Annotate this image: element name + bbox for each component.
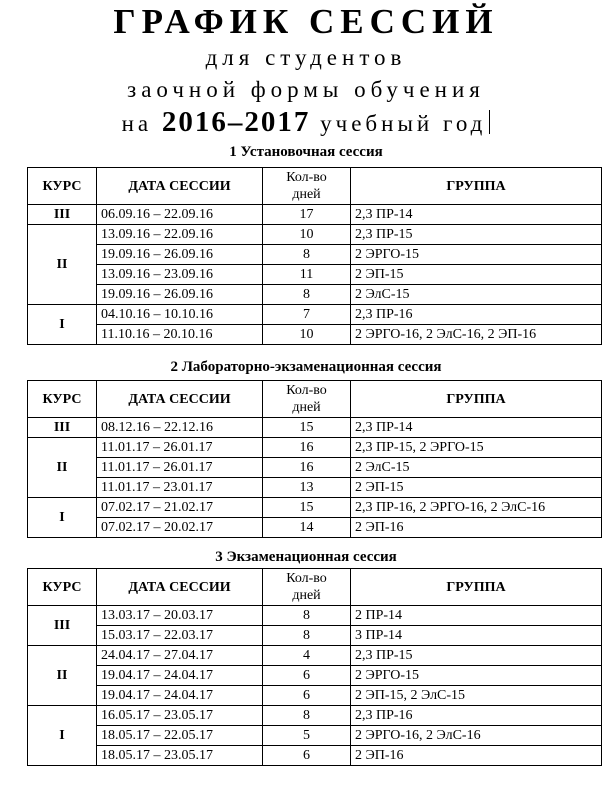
date-cell: 11.01.17 – 26.01.17	[97, 458, 263, 478]
table-row	[28, 418, 602, 438]
date-cell: 07.02.17 – 20.02.17	[97, 518, 263, 538]
date-cell: 13.09.16 – 23.09.16	[97, 265, 263, 285]
group-cell: 2 ЭП-15	[351, 265, 602, 285]
header-date: ДАТА СЕССИИ	[97, 569, 263, 606]
header-group: ГРУППА	[351, 381, 602, 418]
course-cell: III	[28, 205, 97, 225]
subtitle-line-3: заочной формы обучения	[127, 77, 485, 102]
date-cell: 11.01.17 – 26.01.17	[97, 438, 263, 458]
table-row	[28, 285, 602, 305]
header-days: Кол-во дней	[263, 381, 351, 418]
group-cell: 2,3 ПР-15, 2 ЭРГО-15	[351, 438, 602, 458]
group-cell: 2,3 ПР-14	[351, 205, 602, 225]
days-cell: 17	[263, 205, 351, 225]
days-cell: 8	[263, 706, 351, 726]
date-cell: 11.10.16 – 20.10.16	[97, 325, 263, 345]
date-cell: 06.09.16 – 22.09.16	[97, 205, 263, 225]
days-cell: 8	[263, 626, 351, 646]
table-row	[28, 646, 602, 666]
days-cell: 15	[263, 418, 351, 438]
subtitle-line-4	[0, 106, 612, 140]
date-cell: 18.05.17 – 23.05.17	[97, 746, 263, 766]
days-cell: 8	[263, 606, 351, 626]
table-row	[28, 498, 602, 518]
group-cell: 2 ЭлС-15	[351, 285, 602, 305]
date-cell: 11.01.17 – 23.01.17	[97, 478, 263, 498]
table-row	[28, 225, 602, 245]
table-row	[28, 325, 602, 345]
days-cell: 16	[263, 458, 351, 478]
group-cell: 2,3 ПР-15	[351, 225, 602, 245]
group-cell: 2 ЭлС-15	[351, 458, 602, 478]
date-cell: 19.04.17 – 24.04.17	[97, 666, 263, 686]
table-row	[28, 706, 602, 726]
group-cell: 2 ЭРГО-16, 2 ЭлС-16, 2 ЭП-16	[351, 325, 602, 345]
header-date: ДАТА СЕССИИ	[97, 381, 263, 418]
schedule-table	[27, 380, 602, 538]
subtitle-line-2: для студентов	[205, 45, 407, 70]
days-cell: 4	[263, 646, 351, 666]
table-row	[28, 305, 602, 325]
table-row	[28, 458, 602, 478]
session-title: 2 Лабораторно-экзаменационная сессия	[170, 359, 442, 375]
schedule-table	[27, 568, 602, 766]
session-title: 3 Экзаменационная сессия	[215, 549, 397, 565]
table-row	[28, 626, 602, 646]
date-cell: 07.02.17 – 21.02.17	[97, 498, 263, 518]
table-row	[28, 245, 602, 265]
header-course: КУРС	[28, 381, 97, 418]
days-cell: 11	[263, 265, 351, 285]
course-cell: II	[28, 225, 97, 305]
table-header-row	[28, 569, 602, 606]
date-cell: 16.05.17 – 23.05.17	[97, 706, 263, 726]
course-cell: III	[28, 606, 97, 646]
table-row	[28, 518, 602, 538]
days-cell: 13	[263, 478, 351, 498]
group-cell: 2 ЭП-15	[351, 478, 602, 498]
course-cell: I	[28, 706, 97, 766]
schedule-table	[27, 167, 602, 345]
days-cell: 7	[263, 305, 351, 325]
table-header-row	[28, 381, 602, 418]
date-cell: 19.04.17 – 24.04.17	[97, 686, 263, 706]
header-days: Кол-во дней	[263, 569, 351, 606]
course-cell: I	[28, 305, 97, 345]
header-course: КУРС	[28, 569, 97, 606]
date-cell: 19.09.16 – 26.09.16	[97, 245, 263, 265]
days-cell: 14	[263, 518, 351, 538]
table-row	[28, 726, 602, 746]
academic-year: 2016–2017	[161, 106, 311, 138]
days-cell: 6	[263, 746, 351, 766]
table-header-row	[28, 168, 602, 205]
date-cell: 15.03.17 – 22.03.17	[97, 626, 263, 646]
table-row	[28, 478, 602, 498]
header-days: Кол-во дней	[263, 168, 351, 205]
group-cell: 2,3 ПР-15	[351, 646, 602, 666]
document-title: ГРАФИК СЕССИЙ	[113, 2, 499, 41]
year-prefix: на	[121, 111, 153, 136]
date-cell: 08.12.16 – 22.12.16	[97, 418, 263, 438]
days-cell: 6	[263, 686, 351, 706]
group-cell: 2,3 ПР-16, 2 ЭРГО-16, 2 ЭлС-16	[351, 498, 602, 518]
days-cell: 6	[263, 666, 351, 686]
group-cell: 2 ЭРГО-16, 2 ЭлС-16	[351, 726, 602, 746]
group-cell: 3 ПР-14	[351, 626, 602, 646]
days-cell: 15	[263, 498, 351, 518]
text-cursor	[489, 110, 490, 134]
table-row	[28, 606, 602, 626]
date-cell: 04.10.16 – 10.10.16	[97, 305, 263, 325]
table-row	[28, 746, 602, 766]
days-cell: 8	[263, 285, 351, 305]
days-cell: 5	[263, 726, 351, 746]
date-cell: 18.05.17 – 22.05.17	[97, 726, 263, 746]
table-row	[28, 265, 602, 285]
date-cell: 13.09.16 – 22.09.16	[97, 225, 263, 245]
header-group: ГРУППА	[351, 569, 602, 606]
table-row	[28, 438, 602, 458]
group-cell: 2 ПР-14	[351, 606, 602, 626]
course-cell: II	[28, 438, 97, 498]
group-cell: 2 ЭРГО-15	[351, 245, 602, 265]
days-cell: 8	[263, 245, 351, 265]
table-row	[28, 666, 602, 686]
group-cell: 2 ЭП-16	[351, 518, 602, 538]
date-cell: 13.03.17 – 20.03.17	[97, 606, 263, 626]
session-title: 1 Установочная сессия	[229, 144, 383, 160]
days-cell: 16	[263, 438, 351, 458]
header-group: ГРУППА	[351, 168, 602, 205]
days-cell: 10	[263, 325, 351, 345]
date-cell: 19.09.16 – 26.09.16	[97, 285, 263, 305]
course-cell: I	[28, 498, 97, 538]
date-cell: 24.04.17 – 27.04.17	[97, 646, 263, 666]
table-row	[28, 686, 602, 706]
group-cell: 2,3 ПР-16	[351, 706, 602, 726]
header-course: КУРС	[28, 168, 97, 205]
days-cell: 10	[263, 225, 351, 245]
group-cell: 2,3 ПР-14	[351, 418, 602, 438]
group-cell: 2 ЭП-15, 2 ЭлС-15	[351, 686, 602, 706]
group-cell: 2 ЭП-16	[351, 746, 602, 766]
course-cell: III	[28, 418, 97, 438]
group-cell: 2 ЭРГО-15	[351, 666, 602, 686]
table-row	[28, 205, 602, 225]
group-cell: 2,3 ПР-16	[351, 305, 602, 325]
course-cell: II	[28, 646, 97, 706]
header-date: ДАТА СЕССИИ	[97, 168, 263, 205]
year-suffix: учебный год	[320, 111, 487, 136]
